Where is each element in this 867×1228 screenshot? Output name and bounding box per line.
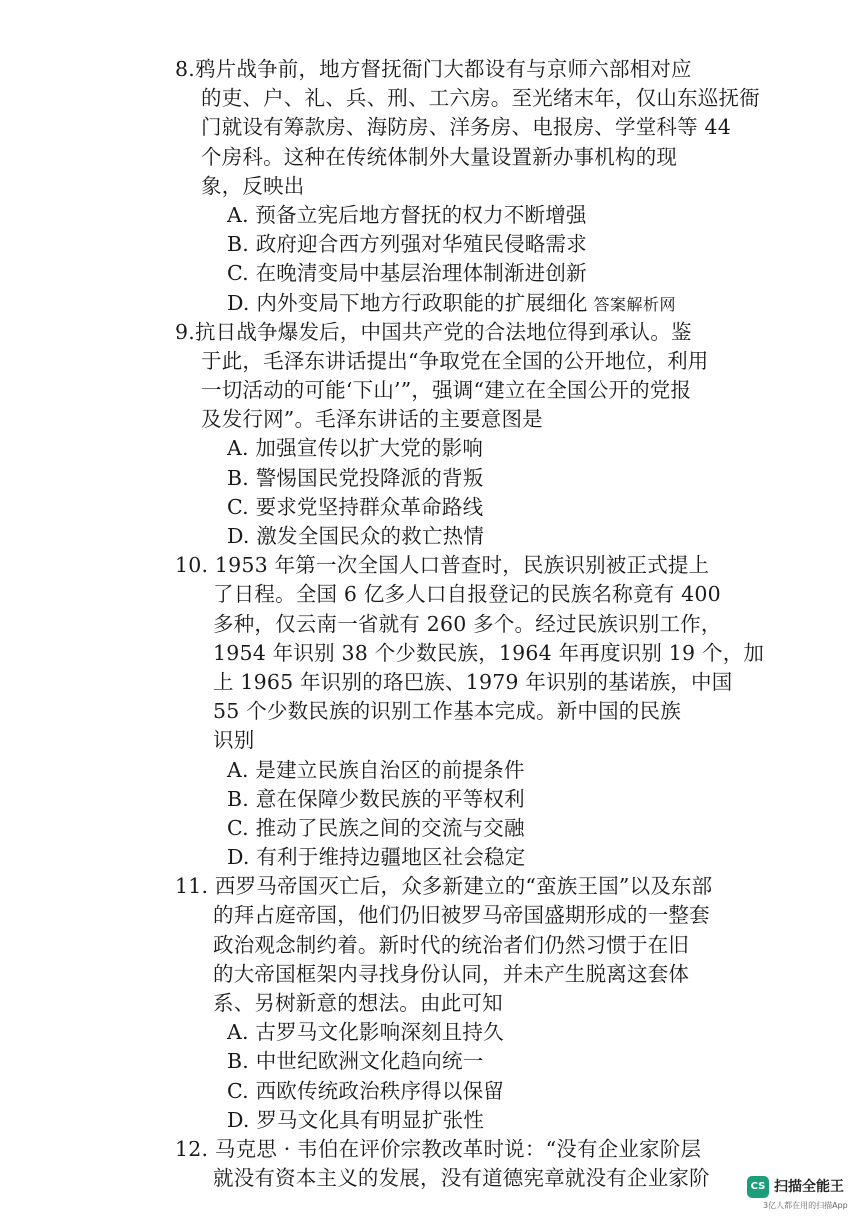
- question-9-line-4: 及发行网”。毛泽东讲话的主要意图是: [201, 407, 543, 432]
- question-9-option-d: D. 激发全国民众的救亡热情: [227, 524, 485, 548]
- question-8-option-d-row: [175, 289, 705, 318]
- question-10-line-3: 多种，仅云南一省就有 260 多个。经过民族识别工作，: [213, 611, 722, 636]
- question-12-line-2: 就没有资本主义的发展，没有道德宪章就没有企业家阶: [213, 1166, 710, 1191]
- question-9-option-a: A. 加强宣传以扩大党的影响: [227, 436, 484, 461]
- question-11-option-d: D. 罗马文化具有明显扩张性: [227, 1107, 485, 1132]
- question-10-line-4: 1954 年识别 38 个少数民族，1964 年再度识别 19 个，加: [213, 640, 765, 665]
- camscanner-logo-icon: CS: [747, 1176, 769, 1198]
- question-9-line-1: 9.抗日战争爆发后，中国共产党的合法地位得到承认。鉴: [175, 319, 692, 344]
- question-10-line-5: 上 1965 年识别的珞巴族、1979 年识别的基诺族，中国: [213, 669, 733, 694]
- question-10-line-7: 识别: [213, 728, 255, 753]
- question-10-option-a: A. 是建立民族自治区的前提条件: [227, 757, 525, 782]
- question-11-option-c: C. 西欧传统政治秩序得以保留: [227, 1078, 504, 1103]
- question-9-line-3: 一切活动的可能‘下山’”，强调“建立在全国公开的党报: [201, 378, 692, 403]
- question-8-option-c: C. 在晚清变局中基层治理体制渐进创新: [227, 261, 587, 286]
- question-11-line-3: 政治观念制约着。新时代的统治者们仍然习惯于在旧: [213, 932, 690, 957]
- question-11-line-4: 的大帝国框架内寻找身份认同，并未产生脱离这套体: [213, 961, 690, 986]
- question-11-line-1: 11. 西罗马帝国灭亡后，众多新建立的“蛮族王国”以及东部: [175, 874, 713, 899]
- question-11-line-2: 的拜占庭帝国，他们仍旧被罗马帝国盛期形成的一整套: [213, 903, 710, 928]
- watermark-app-name: 扫描全能王: [774, 1179, 844, 1195]
- question-10-option-b: B. 意在保障少数民族的平等权利: [227, 786, 525, 811]
- question-9-line-2: 于此，毛泽东讲话提出“争取党在全国的公开地位，利用: [201, 348, 709, 373]
- question-10-option-d: D. 有利于维持边疆地区社会稳定: [227, 845, 526, 870]
- question-8-option-b: B. 政府迎合西方列强对华殖民侵略需求: [227, 232, 587, 257]
- question-10: [175, 551, 765, 872]
- question-8-line-1: 8.鸦片战争前，地方督抚衙门大都设有与京师六部相对应: [175, 57, 692, 81]
- question-8-line-2: 的吏、户、礼、兵、刑、工六房。至光绪末年，仅山东巡抚衙: [201, 86, 760, 111]
- question-8-option-a: A. 预备立宪后地方督抚的权力不断增强: [227, 202, 587, 227]
- question-9: [175, 318, 709, 552]
- option-tail-text: 答案解析网: [593, 294, 677, 314]
- question-9-option-c: C. 要求党坚持群众革命路线: [227, 494, 484, 519]
- question-11-option-b: B. 中世纪欧洲文化趋向统一: [227, 1049, 484, 1074]
- question-11-option-a: A. 古罗马文化影响深刻且持久: [227, 1020, 504, 1045]
- question-8-option-d: D. 内外变局下地方行政职能的扩展细化: [227, 290, 588, 315]
- question-9-option-b: B. 警惕国民党投降派的背叛: [227, 465, 484, 490]
- question-11-line-5: 系、另树新意的想法。由此可知: [213, 991, 503, 1015]
- scanner-watermark: [747, 1176, 865, 1220]
- question-10-line-2: 了日程。全国 6 亿多人口自报登记的民族名称竟有 400: [213, 582, 721, 607]
- question-12-line-1: 12. 马克思 · 韦伯在评价宗教改革时说：“没有企业家阶层: [175, 1136, 702, 1161]
- question-11: [175, 872, 713, 1135]
- question-10-option-c: C. 推动了民族之间的交流与交融: [227, 815, 525, 840]
- question-8-line-5: 象，反映出: [201, 173, 305, 198]
- watermark-subtitle: 3亿人都在用的扫描App: [763, 1201, 848, 1210]
- question-8: [175, 55, 760, 318]
- question-8-line-3: 门就设有筹款房、海防房、洋务房、电报房、学堂科等 44: [201, 115, 732, 140]
- question-8-line-4: 个房科。这种在传统体制外大量设置新办事机构的现: [201, 144, 678, 169]
- question-10-line-6: 55 个少数民族的识别工作基本完成。新中国的民族: [213, 699, 681, 724]
- question-12: [175, 1135, 710, 1193]
- question-10-line-1: 10. 1953 年第一次全国人口普查时，民族识别被正式提上: [175, 553, 710, 578]
